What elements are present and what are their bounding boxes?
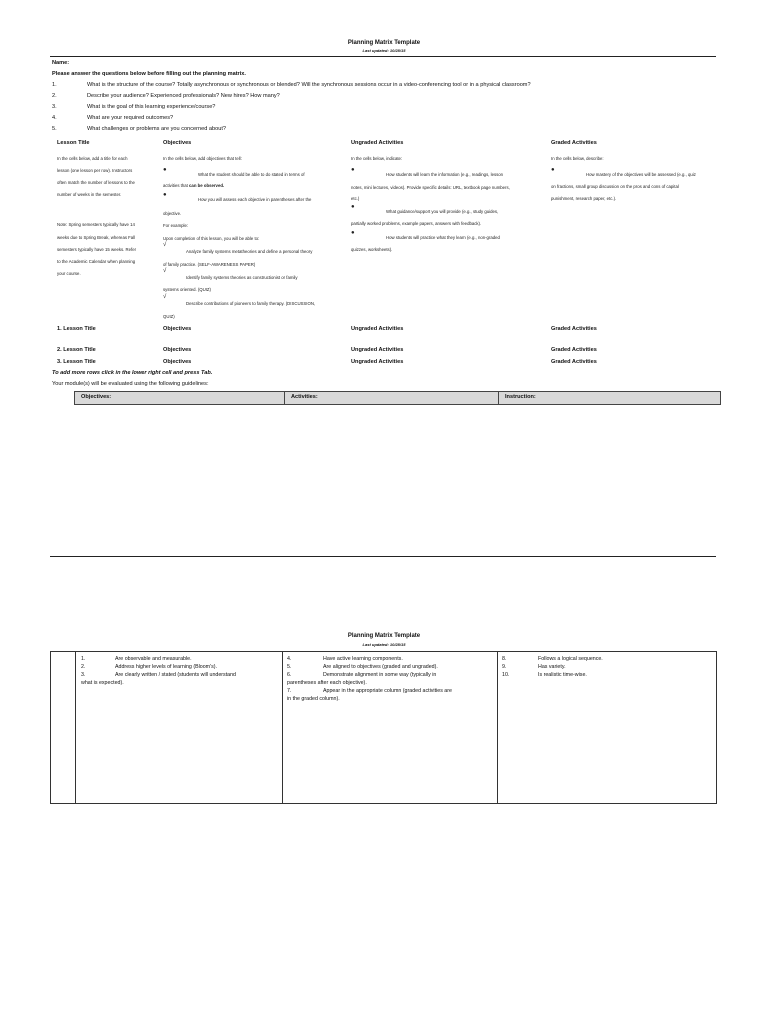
page-break-divider: [50, 556, 716, 557]
text-line: objective.: [163, 211, 182, 216]
row-lesson-title[interactable]: 1. Lesson Title: [57, 326, 96, 332]
row-ungraded[interactable]: Ungraded Activities: [351, 347, 404, 353]
guide-item: [81, 671, 281, 679]
text-line: punishment, research paper, etc.).: [551, 196, 617, 201]
text-line: of family practice. (SELF-AWARENESS PAPER): [163, 262, 256, 267]
question-number: 1.: [52, 82, 57, 88]
header-graded-activities: Graded Activities: [551, 140, 597, 146]
guide-item: [502, 663, 664, 671]
divider: [50, 56, 716, 57]
guide-number: 8.: [502, 656, 507, 662]
text-line: Describe contributions of pioneers to family therapy. (DISCUSSION,: [186, 301, 316, 306]
guide-item: [287, 695, 493, 703]
guide-header-activities: Activities:: [285, 392, 499, 404]
bullet-icon: ●: [163, 192, 167, 198]
row-objectives[interactable]: Objectives: [163, 359, 192, 365]
guide-text: Are observable and measurable.: [115, 656, 192, 662]
guide-item: [81, 679, 281, 687]
guide-number: 3.: [81, 672, 86, 678]
guide-item: [81, 655, 281, 663]
text-line: What guidance/support you will provide (e.g., study guides,: [386, 209, 499, 214]
guide-item: [287, 679, 493, 687]
guide-number: 5.: [287, 664, 292, 670]
page-title: Planning Matrix Template: [347, 633, 421, 639]
text-line: semesters typically have 15 weeks. Refer: [57, 247, 137, 252]
page-title: Planning Matrix Template: [347, 40, 421, 46]
column-divider: [497, 652, 498, 803]
question-text: What are your required outcomes?: [87, 115, 174, 121]
text-line: to the Academic Calendar when planning: [57, 259, 136, 264]
check-icon: √: [163, 294, 167, 300]
text-line: How students will learn the information (e.g., readings, lesson: [386, 172, 504, 177]
text-line: partially worked problems, example papers, answers with feedback).: [351, 221, 482, 226]
guide-text: in the graded column).: [287, 696, 340, 702]
row-lesson-title[interactable]: 2. Lesson Title: [57, 347, 96, 353]
name-label: Name:: [52, 60, 70, 66]
guide-text: Appear in the appropriate column (graded activities are: [323, 688, 452, 694]
guide-number: 2.: [81, 664, 86, 670]
row-lesson-title[interactable]: 3. Lesson Title: [57, 359, 96, 365]
text-line: In the cells below, indicate:: [351, 156, 403, 161]
last-updated: Last updated: 10/28/15: [362, 48, 406, 53]
guide-header-instruction: Instruction:: [505, 394, 536, 400]
row-graded[interactable]: Graded Activities: [551, 347, 597, 353]
evaluate-note: Your module(s) will be evaluated using the following guidelines:: [52, 381, 209, 387]
guide-text: Are aligned to objectives (graded and ungraded).: [323, 664, 438, 670]
guide-text: Have active learning components.: [323, 656, 403, 662]
question-number: 3.: [52, 104, 57, 110]
guide-column-activities: [287, 655, 493, 703]
header-ungraded-activities: Ungraded Activities: [351, 140, 404, 146]
guide-text: Are clearly written / stated (students will understand: [115, 672, 237, 678]
header-lesson-title: Lesson Title: [57, 140, 90, 146]
text-line: QUIZ): [163, 314, 175, 319]
question-number: 5.: [52, 126, 57, 132]
guide-text: parentheses after each objective).: [287, 680, 367, 686]
text-line: number of weeks in the semester.: [57, 192, 122, 197]
guide-item: [287, 671, 493, 679]
question-text: What is the structure of the course? Totally asynchronous or synchronous or blended? Will the synchronous sessions occur in a video-conferencing tool or in a physical classroom?: [87, 82, 531, 88]
text-line: etc.): [351, 196, 360, 201]
row-graded[interactable]: Graded Activities: [551, 359, 597, 365]
text-line: In the cells below, add a title for each: [57, 156, 128, 161]
text-line: [163, 183, 224, 188]
check-icon: √: [163, 242, 167, 248]
guide-item: [287, 687, 493, 695]
row-objectives[interactable]: Objectives: [163, 326, 192, 332]
guide-number: 6.: [287, 672, 292, 678]
bold-span: can be observed.: [189, 183, 225, 188]
question-number: 4.: [52, 115, 57, 121]
bullet-icon: ●: [551, 167, 555, 173]
guide-number: 4.: [287, 656, 292, 662]
guide-header-objectives: Objectives:: [75, 392, 285, 404]
guide-number: 1.: [81, 656, 86, 662]
text-line: Analyze family systems metatheories and define a personal theory: [186, 249, 313, 254]
guide-item: [502, 655, 664, 663]
text-line: Note: Spring semesters typically have 14: [57, 222, 135, 227]
column-divider: [75, 652, 76, 803]
guidelines-header-table: [74, 391, 721, 405]
lesson-instructions: [57, 156, 157, 283]
guide-number: 9.: [502, 664, 507, 670]
add-rows-note: To add more rows click in the lower right cell and press Tab.: [52, 370, 213, 376]
text-line: often match the number of lessons to the: [57, 180, 135, 185]
guide-column-instruction: [502, 655, 664, 679]
guide-column-objectives: [81, 655, 281, 687]
row-ungraded[interactable]: Ungraded Activities: [351, 359, 404, 365]
text-line: lesson (one lesson per row). Instructors: [57, 168, 133, 173]
text-line: on fractions, small group discussion on the pros and cons of capital: [551, 184, 679, 189]
text-span: activities that: [163, 183, 188, 188]
question-number: 2.: [52, 93, 57, 99]
last-updated: Last updated: 10/28/15: [362, 642, 406, 647]
guide-number: 7.: [287, 688, 292, 694]
text-line: How you will assess each objective in parentheses after the: [198, 197, 312, 202]
column-divider: [282, 652, 283, 803]
guidelines-table: [50, 651, 717, 804]
bullet-icon: ●: [163, 167, 167, 173]
text-line: Upon completion of this lesson, you will be able to:: [163, 236, 260, 241]
bullet-icon: ●: [351, 204, 355, 210]
text-line: How students will practice what they learn (e.g., non-graded: [386, 235, 500, 240]
text-line: How mastery of the objectives will be assessed (e.g., quiz: [586, 172, 696, 177]
text-line: What the student should be able to do stated in terms of: [198, 172, 305, 177]
text-line: For example:: [163, 223, 189, 228]
text-line: In the cells below, describe:: [551, 156, 604, 161]
text-line: [57, 210, 157, 222]
question-text: What challenges or problems are you concerned about?: [87, 126, 226, 132]
guide-text: Is realistic time-wise.: [538, 672, 587, 678]
guide-item: [81, 663, 281, 671]
bullet-icon: ●: [351, 167, 355, 173]
check-icon: √: [163, 268, 167, 274]
text-line: quizzes, worksheets).: [351, 247, 393, 252]
row-ungraded[interactable]: Ungraded Activities: [351, 326, 404, 332]
guide-item: [287, 655, 493, 663]
row-objectives[interactable]: Objectives: [163, 347, 192, 353]
header-objectives: Objectives: [163, 140, 192, 146]
guide-text: Follows a logical sequence.: [538, 656, 603, 662]
text-line: your course.: [57, 271, 81, 276]
guide-item: [502, 671, 664, 679]
guide-text: Address higher levels of learning (Bloom's).: [115, 664, 217, 670]
text-line: Identify family systems theories as constructionist or family: [186, 275, 298, 280]
instruction-text: Please answer the questions below before filling out the planning matrix.: [52, 71, 246, 77]
guide-item: [287, 663, 493, 671]
text-line: notes, mini lectures, videos). Provide specific details: URL, textbook page numbers,: [351, 185, 510, 190]
guide-number: 10.: [502, 672, 510, 678]
guide-text: Has variety.: [538, 664, 566, 670]
text-line: systems oriented. (QUIZ): [163, 287, 211, 292]
guide-text: what is expected).: [81, 680, 124, 686]
text-line: weeks due to Spring Break, whereas Fall: [57, 235, 136, 240]
bullet-icon: ●: [351, 230, 355, 236]
guide-text: Demonstrate alignment in some way (typically in: [323, 672, 437, 678]
row-graded[interactable]: Graded Activities: [551, 326, 597, 332]
text-line: In the cells below, add objectives that tell:: [163, 156, 242, 161]
question-text: Describe your audience? Experienced professionals? New hires? How many?: [87, 93, 280, 99]
question-text: What is the goal of this learning experience/course?: [87, 104, 216, 110]
